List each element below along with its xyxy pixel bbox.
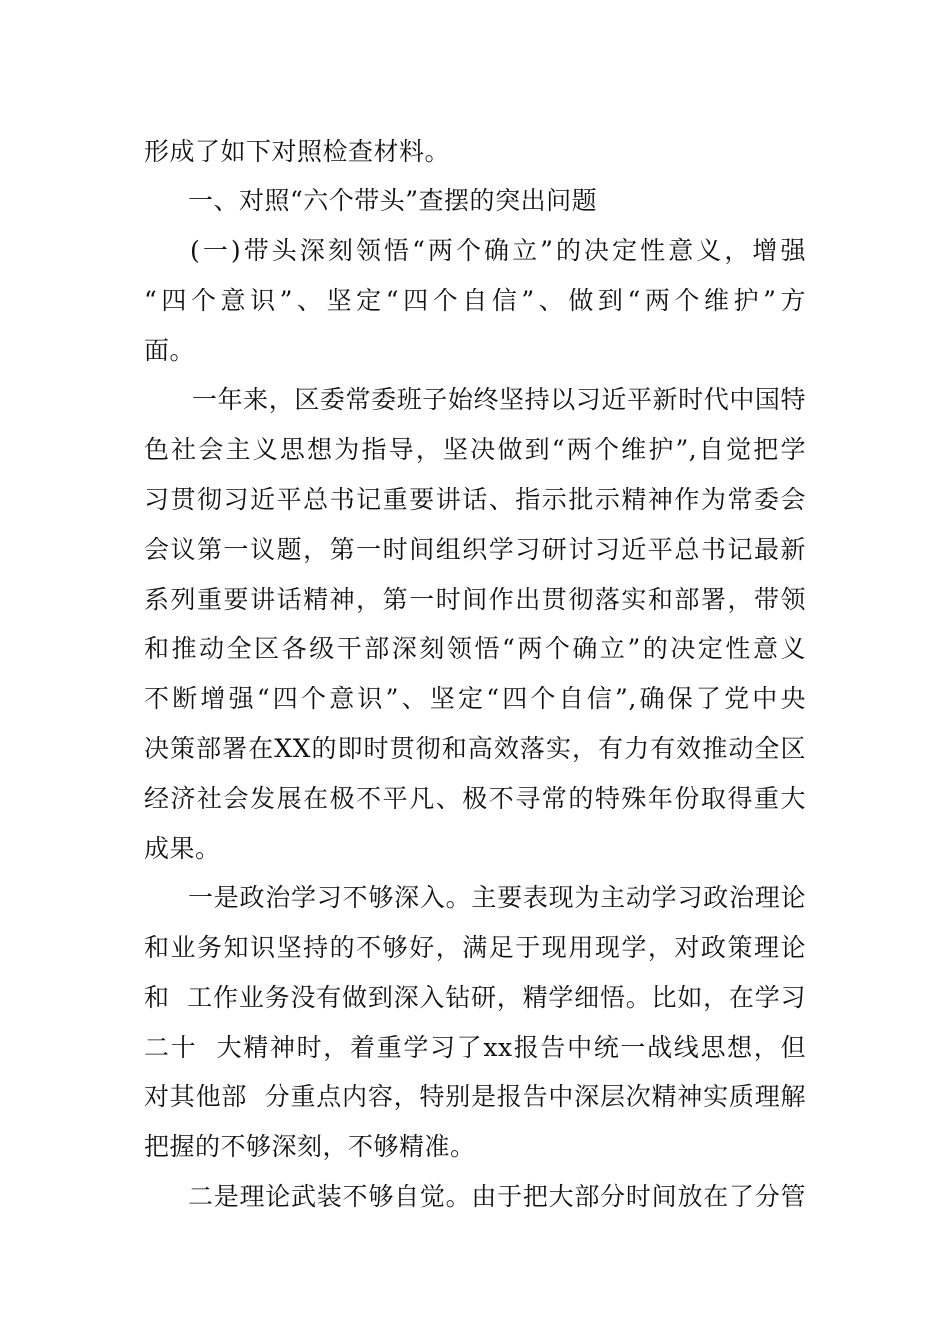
paragraph-line: 和 工作业务没有做到深入钻研，精学细悟。比如，在学习: [144, 983, 806, 1012]
paragraph-line: 二是理论武装不够自觉。由于把大部分时间放在了分管: [188, 1182, 806, 1211]
paragraph-line: 对其他部 分重点内容，特别是报告中深层次精神实质理解: [144, 1082, 806, 1111]
paragraph-line: 和业务知识坚持的不够好，满足于现用现学，对政策理论: [144, 933, 806, 962]
paragraph-line: 决策部署在XX的即时贯彻和高效落实，有力有效推动全区: [144, 734, 806, 763]
paragraph-line: 二十 大精神时，着重学习了xx报告中统一战线思想，但: [144, 1033, 806, 1062]
paragraph-line: 会议第一议题，第一时间组织学习研讨习近平总书记最新: [144, 535, 806, 564]
subsection-heading: (一)带头深刻领悟“两个确立”的决定性意义，增强: [190, 236, 806, 265]
paragraph-line: 成果。: [144, 834, 221, 863]
paragraph-line: 色社会主义思想为指导，坚决做到“两个维护”,自觉把学: [144, 435, 806, 464]
paragraph-line: 系列重要讲话精神，第一时间作出贯彻落实和部署，带领: [144, 585, 806, 614]
paragraph-line: 不断增强“四个意识”、坚定“四个自信”,确保了党中央: [144, 684, 806, 713]
paragraph-line: 经济社会发展在极不平凡、极不寻常的特殊年份取得重大: [144, 784, 806, 813]
paragraph-line: 一是政治学习不够深入。主要表现为主动学习政治理论: [188, 883, 806, 912]
paragraph-line: 和推动全区各级干部深刻领悟“两个确立”的决定性意义: [144, 634, 806, 663]
paragraph-line: 把握的不够深刻，不够精准。: [144, 1132, 476, 1161]
text-line: 形成了如下对照检查材料。: [144, 137, 451, 166]
subsection-heading-cont: “四个意识”、坚定“四个自信”、做到“两个维护”方: [144, 286, 806, 315]
paragraph-line: 一年来，区委常委班子始终坚持以习近平新时代中国特: [192, 385, 806, 414]
paragraph-line: 习贯彻习近平总书记重要讲话、指示批示精神作为常委会: [144, 485, 806, 514]
section-heading: 一、对照“六个带头”查摆的突出问题: [188, 186, 598, 215]
subsection-heading-end: 面。: [144, 336, 196, 365]
